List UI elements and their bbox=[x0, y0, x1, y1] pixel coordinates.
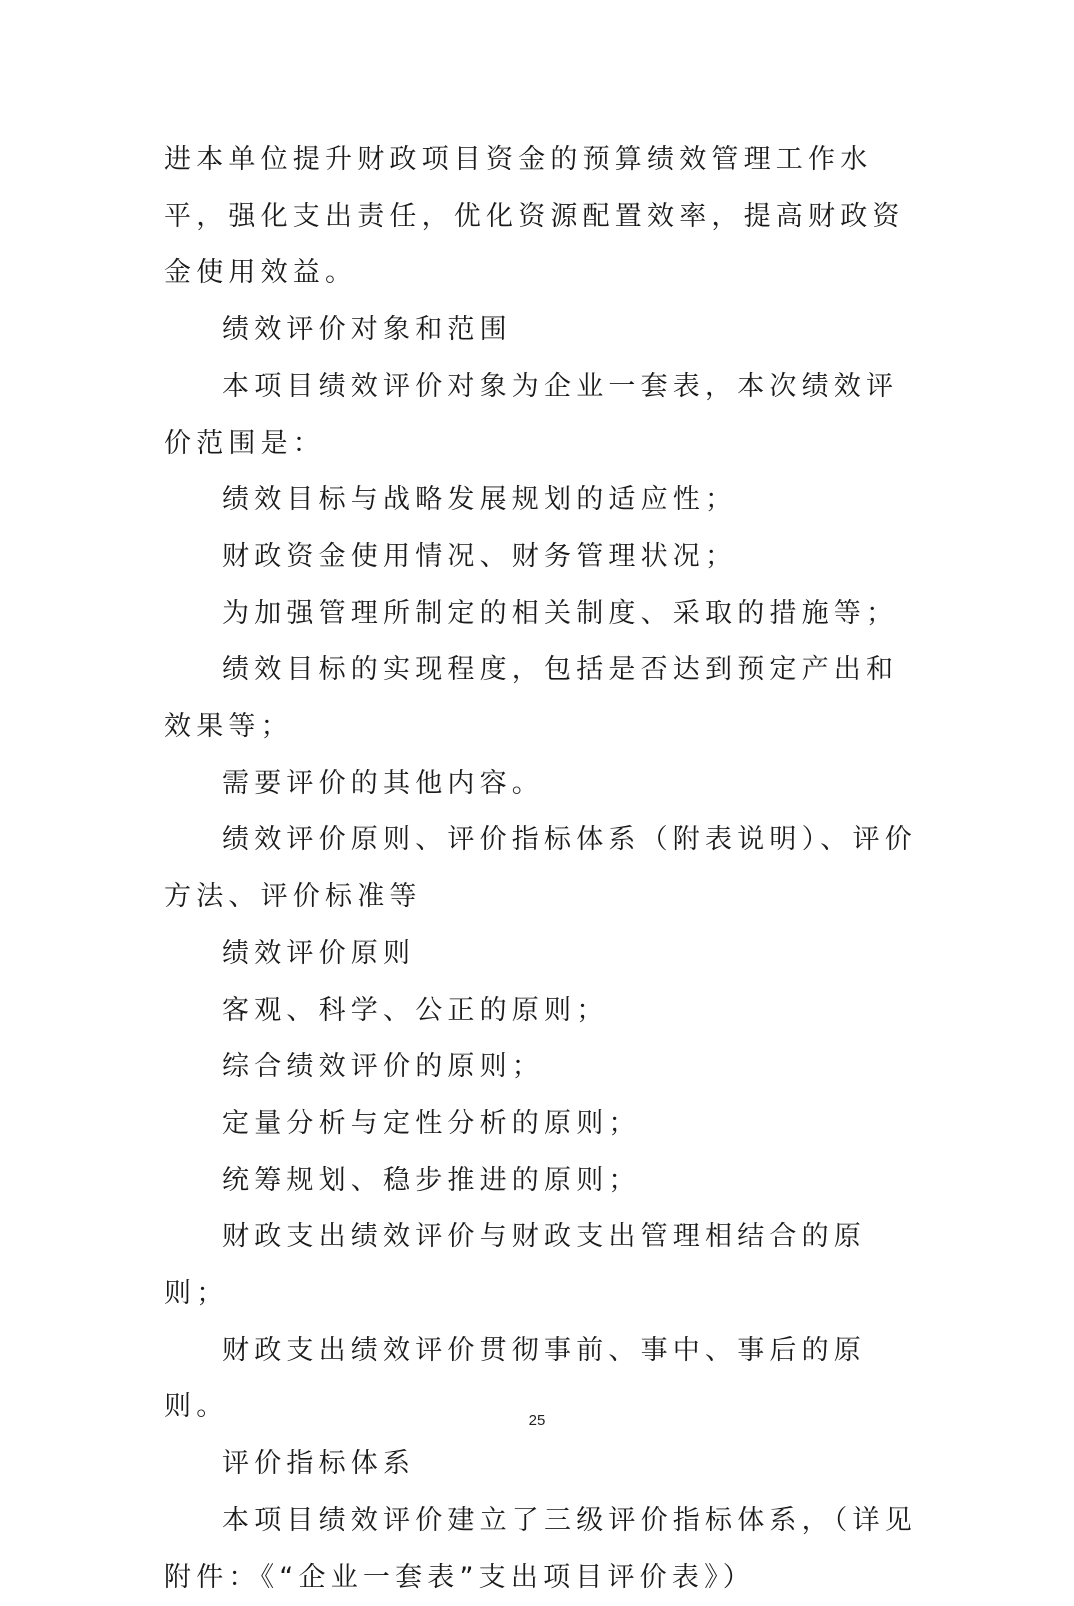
heading-evaluation-principles: 绩效评价原则 bbox=[222, 937, 416, 969]
list-item-scope-4: 绩效目标的实现程度，包括是否达到预定产出和效果等； bbox=[164, 654, 899, 743]
list-item-principle-2: 综合绩效评价的原则； bbox=[222, 1051, 544, 1083]
heading-principles-system-methods: 绩效评价原则、评价指标体系（附表说明）、评价方法、评价标准等 bbox=[164, 824, 917, 913]
paragraph-continuation: 进本单位提升财政项目资金的预算绩效管理工作水平，强化支出责任，优化资源配置效率，提高财政资金使用效益。 bbox=[164, 144, 905, 289]
list-item-principle-1: 客观、科学、公正的原则； bbox=[222, 994, 609, 1026]
list-item-scope-3: 为加强管理所制定的相关制度、采取的措施等； bbox=[222, 597, 899, 629]
list-item-principle-6: 财政支出绩效评价贯彻事前、事中、事后的原则。 bbox=[164, 1334, 866, 1423]
list-item-principle-3: 定量分析与定性分析的原则； bbox=[222, 1107, 641, 1139]
page-number: 25 bbox=[528, 1412, 546, 1429]
list-item-scope-1: 绩效目标与战略发展规划的适应性； bbox=[222, 484, 738, 516]
list-item-principle-5: 财政支出绩效评价与财政支出管理相结合的原则； bbox=[164, 1221, 866, 1310]
paragraph-indicator-system: 本项目绩效评价建立了三级评价指标体系，（详见附件：《“企业一套表”支出项目评价表》） bbox=[164, 1504, 917, 1593]
document-body bbox=[164, 132, 924, 1606]
list-item-scope-2: 财政资金使用情况、财务管理状况； bbox=[222, 540, 738, 572]
paragraph-evaluation-object: 本项目绩效评价对象为企业一套表，本次绩效评价范围是： bbox=[164, 370, 899, 459]
list-item-scope-5: 需要评价的其他内容。 bbox=[222, 767, 544, 799]
heading-indicator-system: 评价指标体系 bbox=[222, 1448, 416, 1480]
heading-evaluation-scope: 绩效评价对象和范围 bbox=[222, 314, 512, 346]
list-item-principle-4: 统筹规划、稳步推进的原则； bbox=[222, 1164, 641, 1196]
